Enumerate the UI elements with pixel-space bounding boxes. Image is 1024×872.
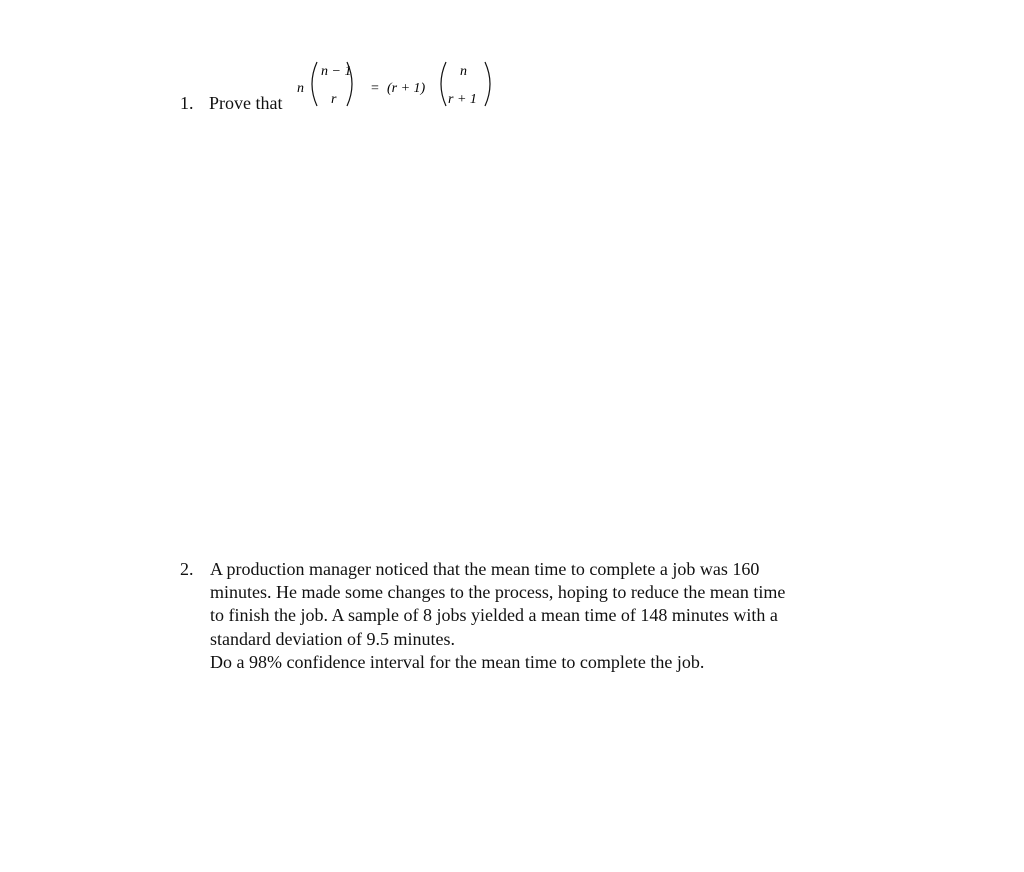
question-2-text: [210, 558, 880, 674]
question-2-line: Do a 98% confidence interval for the mean time to complete the job.: [210, 651, 705, 672]
rhs-right-paren: [485, 62, 490, 106]
question-2-line: minutes. He made some changes to the process, hoping to reduce the mean time: [210, 582, 786, 603]
lhs-coefficient: n: [297, 81, 304, 96]
lhs-left-paren: [312, 62, 317, 106]
question-2-line: to finish the job. A sample of 8 jobs yielded a mean time of 148 minutes with a: [210, 605, 778, 626]
question-2-number: 2.: [180, 559, 194, 579]
question-2-line: standard deviation of 9.5 minutes.: [210, 628, 455, 649]
lhs-binomial-bottom: r: [331, 92, 337, 107]
equals-sign: =: [371, 81, 379, 96]
rhs-binomial-top: n: [460, 64, 467, 79]
question-2-line: A production manager noticed that the mean time to complete a job was 160: [210, 559, 760, 579]
lhs-binomial-top: n − 1: [321, 64, 352, 79]
question-1-prompt: Prove that: [209, 93, 283, 113]
rhs-factor: (r + 1): [387, 81, 426, 96]
binomial-identity-formula: [0, 0, 1024, 160]
rhs-binomial-bottom: r + 1: [448, 92, 477, 107]
rhs-left-paren: [441, 62, 446, 106]
question-1-number: 1.: [180, 93, 194, 113]
